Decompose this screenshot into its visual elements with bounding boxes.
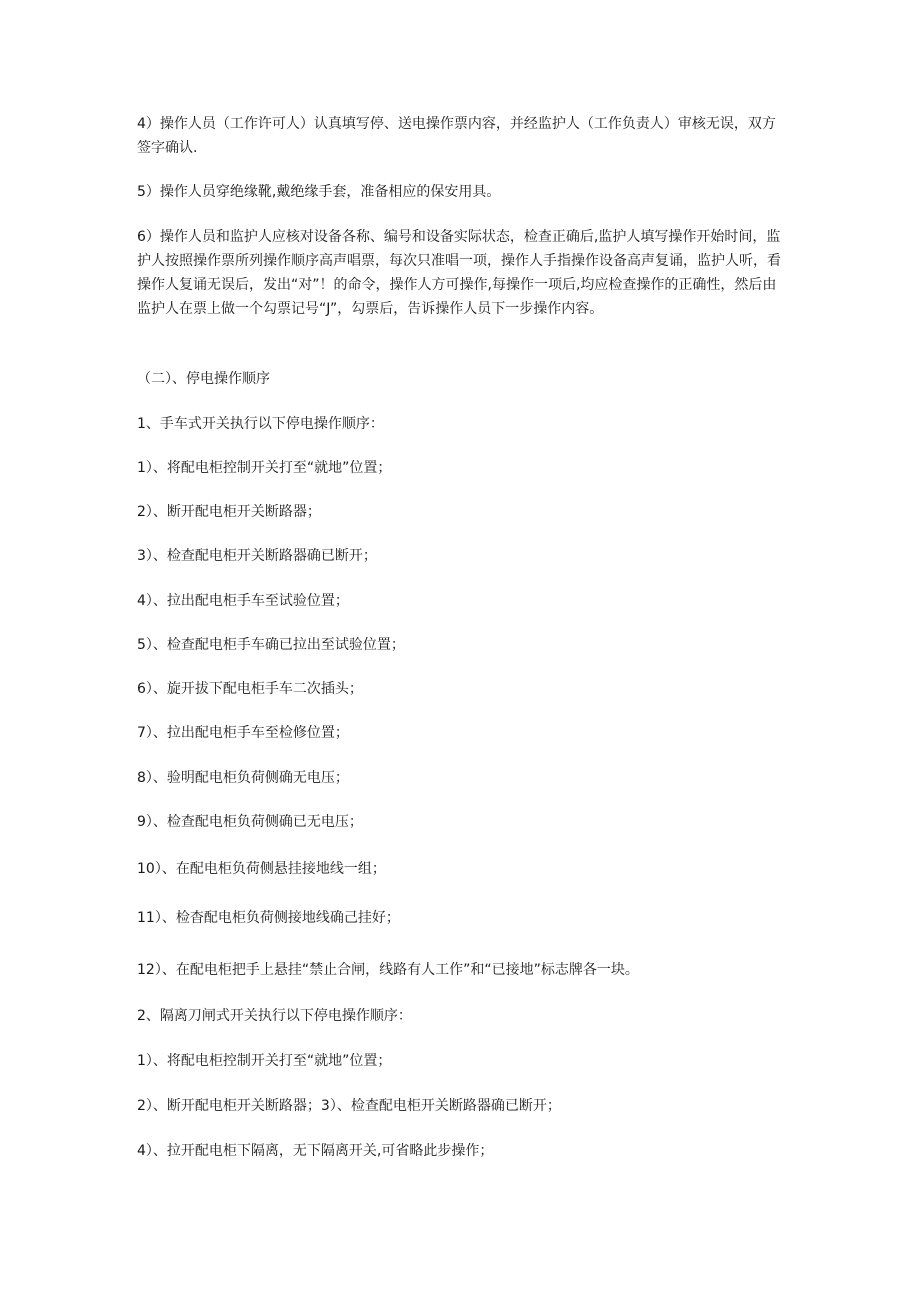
step-7: 7）、拉出配电柜手车至检修位置； [137,725,349,741]
step-2-1: 1）、将配电柜控制开关打至“就地”位置； [137,1053,392,1069]
subsection-heading-1: 1、手车式开关执行以下停电操作顺序： [137,416,384,432]
subsection-heading-2: 2、隔离刀闸式开关执行以下停电操作顺序： [137,1008,412,1024]
step-2-4: 4）、拉开配电柜下隔离，无下隔离开关,可省略此步操作； [137,1143,494,1159]
section-heading: （二）、停电操作顺序 [137,371,270,387]
paragraph-item-5: 5）操作人员穿绝缘靴,戴绝缘手套，准备相应的保安用具。 [137,184,501,200]
step-3: 3）、检查配电柜开关断路器确已断开； [137,548,377,564]
step-10: 10）、在配电柜负荷侧悬挂接地线一组； [137,861,386,877]
step-2-2-3: 2）、断开配电柜开关断路器；3）、检查配电柜开关断路器确已断开； [137,1098,561,1114]
step-9: 9）、检查配电柜负荷侧确已无电压； [137,814,363,830]
step-8: 8）、验明配电柜负荷侧确无电压； [137,770,349,786]
step-5: 5）、检查配电柜手车确已拉出至试验位置； [137,637,405,653]
step-1: 1）、将配电柜控制开关打至“就地”位置； [137,460,392,476]
step-11: 11）、检杳配电柜负荷侧接地线确己挂好； [137,910,400,926]
step-6: 6）、旋开拔下配电柜手车二次插头； [137,681,363,697]
step-4: 4）、拉出配电柜手车至试验位置； [137,593,349,609]
step-2: 2）、断开配电柜开关断路器； [137,504,321,520]
paragraph-item-6: 6）操作人员和监护人应核对设备各称、编号和设备实际状态，检查正确后,监护人填写操作开始时间，监护人按照操作票所列操作顺序高声唱票，每次只准唱一项，操作人手指操作设备高声复诵，监护人听，看操作人复诵无误后，发出“对”！的命令，操作人方可操作,每操作一项后,均应检查操作的正确性，然后由监护人在票上做一个勾票记号“J”，勾票后，告诉操作人员下一步操作内容。 [137,229,781,317]
paragraph-item-4: 4）操作人员（工作许可人）认真填写停、送电操作票内容，并经监护人（工作负责人）审核无误，双方签字确认. [137,116,776,156]
step-12: 12）、在配电柜把手上悬挂“禁止合闸，线路有人工作”和“已接地”标志牌各一块。 [137,962,639,978]
